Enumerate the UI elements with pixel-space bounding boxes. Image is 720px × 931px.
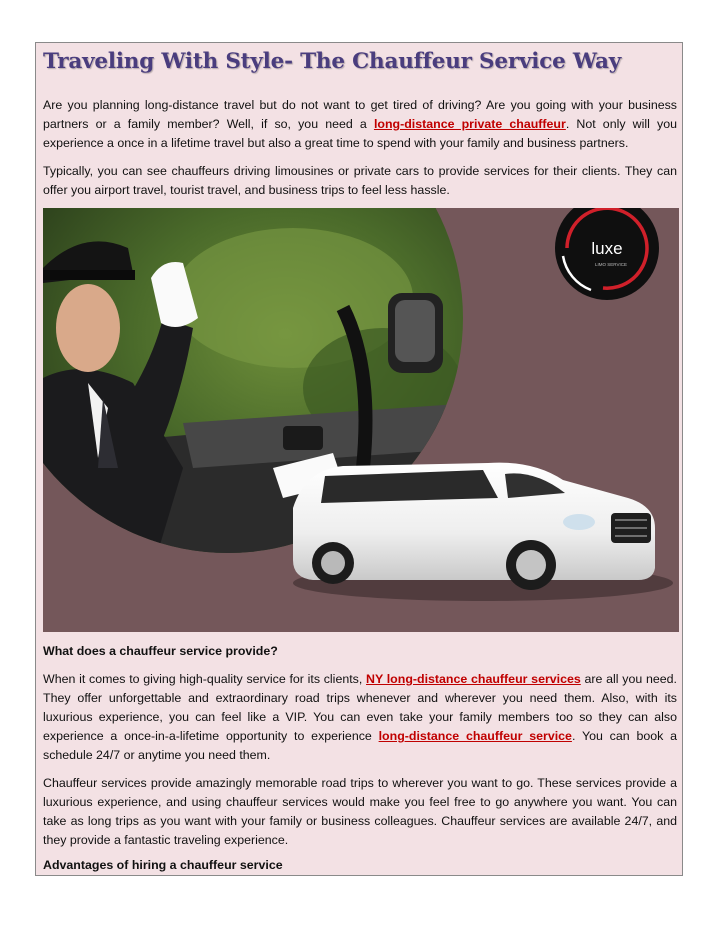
document-page <box>35 42 683 876</box>
hero-image <box>43 208 679 632</box>
p3-text-2: are all you need. They offer unforgettable and extraordinary road trips whenever and wherever you need them. Also, with its luxurious experience, you can feel like a VIP. You can even take your family members too so they can also experience a once-in-a-lifetime opportunity to experience <box>43 672 677 743</box>
paragraph-2: Typically, you can see chauffeurs driving limousines or private cars to provide services for their clients. They can offer you airport travel, tourist travel, and business trips to feel less hassle. <box>43 164 677 197</box>
p3-text-3: . You can book a schedule 24/7 or anytime you need them. <box>43 729 678 762</box>
intro-text-1: Are you planning long-distance travel but do not want to get tired of driving? Are you going with your business partners or a family member? Well, if so, you need a <box>43 98 677 131</box>
logo-subtext: LIMO SERVICE <box>595 262 627 267</box>
paragraph-3 <box>43 670 677 765</box>
ny-long-distance-chauffeur-link[interactable]: NY long-distance chauffeur services <box>366 672 581 686</box>
page-title: Traveling With Style- The Chauffeur Service Way <box>43 49 622 74</box>
long-distance-private-chauffeur-link[interactable]: long-distance private chauffeur <box>373 117 566 131</box>
intro-text-2: . Not only will you experience a once in a lifetime travel but also a great time to spend with your family and business partners. <box>43 117 677 150</box>
intro-paragraph <box>43 96 677 153</box>
long-distance-chauffeur-service-link[interactable]: long-distance chauffeur service <box>378 729 572 743</box>
section-heading-services: What does a chauffeur service provide? <box>43 644 278 658</box>
section-heading-advantages: Advantages of hiring a chauffeur service <box>43 858 283 872</box>
p3-text-1: When it comes to giving high-quality service for its clients, <box>43 672 367 686</box>
paragraph-4: Chauffeur services provide amazingly memorable road trips to wherever you want to go. These services provide a luxurious experience, and using chauffeur services would make you feel free to go anywhere you want. You can take as long trips as you want with your family or business colleagues. Chauffeur services are available 24/7, and they provide a fantastic traveling experience. <box>43 776 677 847</box>
logo-text: luxe <box>591 239 623 258</box>
chauffeur-limousine-illustration <box>43 208 679 632</box>
